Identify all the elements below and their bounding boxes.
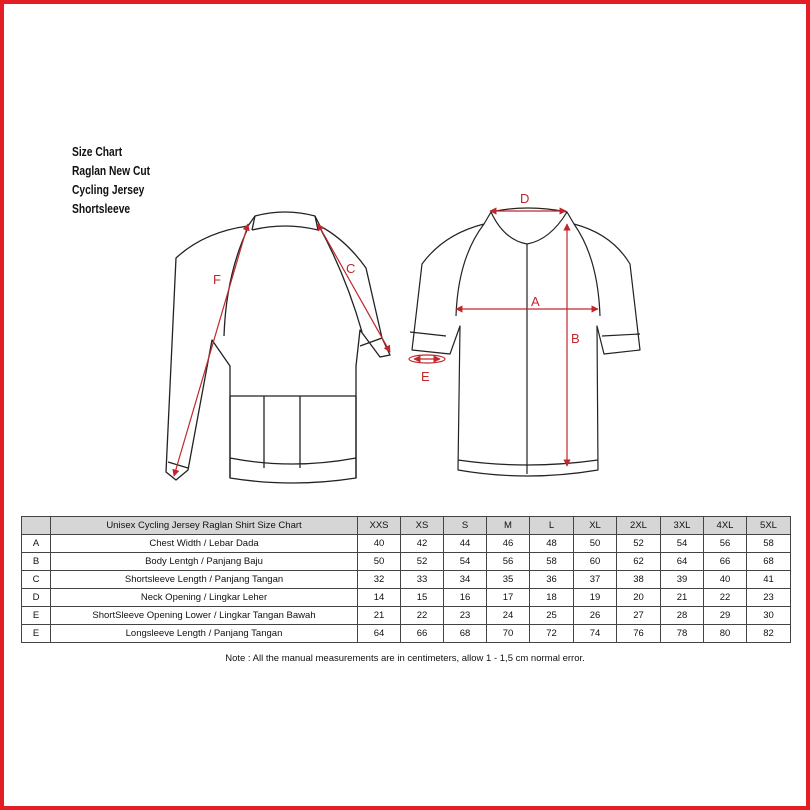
- table-row: [22, 535, 791, 553]
- value-cell: 66: [401, 625, 444, 643]
- value-cell: 32: [358, 571, 401, 589]
- measure-label-e: E: [421, 369, 430, 384]
- header-code-cell: [22, 517, 51, 535]
- value-cell: 52: [401, 553, 444, 571]
- row-code: A: [22, 535, 51, 553]
- value-cell: 16: [444, 589, 487, 607]
- value-cell: 23: [747, 589, 791, 607]
- value-cell: 37: [574, 571, 617, 589]
- table-row: [22, 571, 791, 589]
- front-collar: [491, 212, 567, 244]
- measure-label-d: D: [520, 191, 530, 206]
- value-cell: 30: [747, 607, 791, 625]
- value-cell: 48: [530, 535, 574, 553]
- value-cell: 80: [704, 625, 747, 643]
- value-cell: 19: [574, 589, 617, 607]
- value-cell: 39: [661, 571, 704, 589]
- size-header: 2XL: [617, 517, 661, 535]
- caption-line-2: Raglan New Cut: [72, 164, 151, 178]
- value-cell: 46: [487, 535, 530, 553]
- measurement-note: Note : All the manual measurements are in centimeters, allow 1 - 1,5 cm normal error.: [225, 653, 585, 664]
- table-row: [22, 625, 791, 643]
- table-header-row: [22, 517, 791, 535]
- value-cell: 26: [574, 607, 617, 625]
- row-label: Longsleeve Length / Panjang Tangan: [51, 625, 358, 643]
- value-cell: 78: [661, 625, 704, 643]
- measure-line-f: [174, 224, 248, 476]
- value-cell: 21: [358, 607, 401, 625]
- table-row: [22, 553, 791, 571]
- caption-line-4: Shortsleeve: [72, 202, 131, 216]
- jersey-back-view: [166, 212, 390, 483]
- row-label: Body Lentgh / Panjang Baju: [51, 553, 358, 571]
- value-cell: 15: [401, 589, 444, 607]
- value-cell: 70: [487, 625, 530, 643]
- value-cell: 82: [747, 625, 791, 643]
- caption-line-1: Size Chart: [72, 145, 123, 159]
- row-label: Shortsleeve Length / Panjang Tangan: [51, 571, 358, 589]
- caption-line-3: Cycling Jersey: [72, 183, 145, 197]
- value-cell: 56: [704, 535, 747, 553]
- value-cell: 25: [530, 607, 574, 625]
- value-cell: 41: [747, 571, 791, 589]
- value-cell: 20: [617, 589, 661, 607]
- value-cell: 35: [487, 571, 530, 589]
- value-cell: 50: [574, 535, 617, 553]
- value-cell: 64: [358, 625, 401, 643]
- value-cell: 22: [401, 607, 444, 625]
- value-cell: 44: [444, 535, 487, 553]
- size-header: L: [530, 517, 574, 535]
- value-cell: 56: [487, 553, 530, 571]
- row-code: D: [22, 589, 51, 607]
- measure-label-b: B: [571, 331, 580, 346]
- value-cell: 72: [530, 625, 574, 643]
- measure-label-c: C: [346, 261, 356, 276]
- value-cell: 29: [704, 607, 747, 625]
- value-cell: 38: [617, 571, 661, 589]
- value-cell: 64: [661, 553, 704, 571]
- measure-label-a: A: [531, 294, 540, 309]
- front-sleeve-cuffs: [410, 332, 640, 336]
- front-hem-band: [458, 460, 598, 465]
- front-body-outline: [412, 208, 640, 476]
- value-cell: 17: [487, 589, 530, 607]
- value-cell: 54: [661, 535, 704, 553]
- size-header: M: [487, 517, 530, 535]
- value-cell: 68: [747, 553, 791, 571]
- value-cell: 27: [617, 607, 661, 625]
- row-code: C: [22, 571, 51, 589]
- value-cell: 76: [617, 625, 661, 643]
- row-code: B: [22, 553, 51, 571]
- size-header: 3XL: [661, 517, 704, 535]
- value-cell: 22: [704, 589, 747, 607]
- value-cell: 60: [574, 553, 617, 571]
- value-cell: 54: [444, 553, 487, 571]
- row-label: ShortSleeve Opening Lower / Lingkar Tangan Bawah: [51, 607, 358, 625]
- size-chart-table: [21, 516, 791, 643]
- row-label: Chest Width / Lebar Dada: [51, 535, 358, 553]
- value-cell: 58: [530, 553, 574, 571]
- value-cell: 14: [358, 589, 401, 607]
- jersey-front-view: [410, 208, 640, 476]
- size-header: 5XL: [747, 517, 791, 535]
- measure-line-c: [318, 224, 390, 352]
- size-header: XXS: [358, 517, 401, 535]
- value-cell: 28: [661, 607, 704, 625]
- value-cell: 23: [444, 607, 487, 625]
- value-cell: 74: [574, 625, 617, 643]
- front-raglan-seams: [456, 224, 600, 316]
- measurement-lines: [174, 211, 598, 476]
- value-cell: 24: [487, 607, 530, 625]
- back-raglan-seams: [224, 228, 362, 336]
- size-header: XS: [401, 517, 444, 535]
- value-cell: 66: [704, 553, 747, 571]
- row-label: Neck Opening / Lingkar Leher: [51, 589, 358, 607]
- value-cell: 50: [358, 553, 401, 571]
- value-cell: 33: [401, 571, 444, 589]
- size-header: XL: [574, 517, 617, 535]
- value-cell: 36: [530, 571, 574, 589]
- value-cell: 40: [704, 571, 747, 589]
- value-cell: 40: [358, 535, 401, 553]
- value-cell: 52: [617, 535, 661, 553]
- row-code: E: [22, 607, 51, 625]
- value-cell: 21: [661, 589, 704, 607]
- table-row: [22, 607, 791, 625]
- value-cell: 42: [401, 535, 444, 553]
- row-code: E: [22, 625, 51, 643]
- size-header: S: [444, 517, 487, 535]
- size-header: 4XL: [704, 517, 747, 535]
- table-title: Unisex Cycling Jersey Raglan Shirt Size Chart: [51, 517, 358, 535]
- back-collar: [252, 216, 318, 230]
- back-pockets: [230, 396, 356, 478]
- measure-label-f: F: [213, 272, 221, 287]
- value-cell: 34: [444, 571, 487, 589]
- value-cell: 62: [617, 553, 661, 571]
- table-row: [22, 589, 791, 607]
- value-cell: 18: [530, 589, 574, 607]
- value-cell: 68: [444, 625, 487, 643]
- value-cell: 58: [747, 535, 791, 553]
